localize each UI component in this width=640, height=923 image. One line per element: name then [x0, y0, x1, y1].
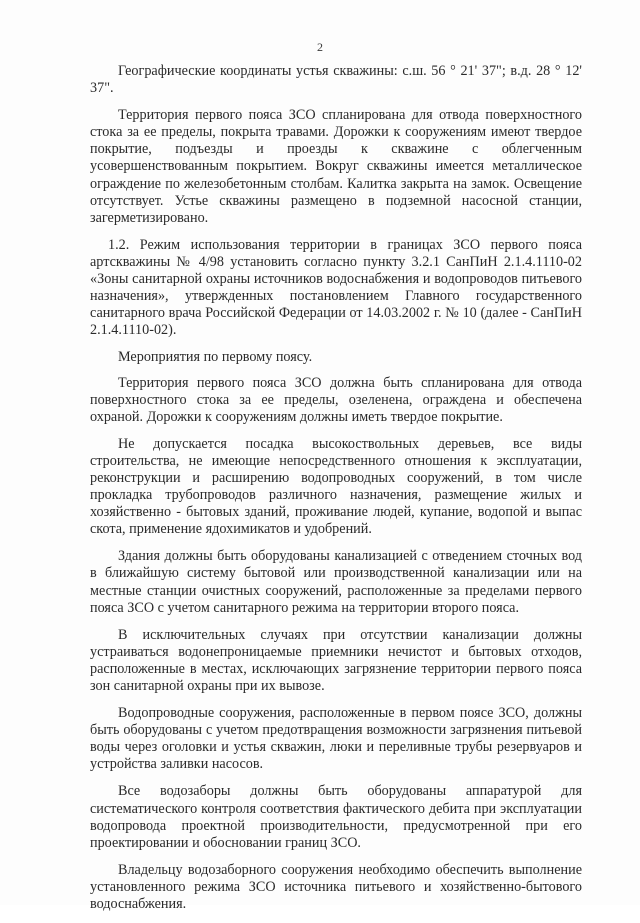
document-body [90, 63, 582, 923]
paragraph-usage-regime: 1.2. Режим использования территории в границах ЗСО первого пояса артскважины № 4/98 установить согласно пункту 3.2.1 СанПиН 2.1.4.1110-02 «Зоны санитарной охраны источников водоснабжения и водопроводов питьевого назначения», утвержденных постановлением Главного государственного санитарного врача Российской Федерации от 14.03.2002 г. № 10 (далее - СанПиН 2.1.4.1110-02). [90, 236, 582, 339]
paragraph-prohibitions: Не допускается посадка высокоствольных деревьев, все виды строительства, не имеющие непосредственного отношения к эксплуатации, реконструкции и расширению водопроводных сооружений, в том числе прокладка трубопроводов различного назначения, размещение жилых и хозяйственно - бытовых зданий, проживание людей, купание, водопой и выпас скота, применение ядохимикатов и удобрений. [90, 435, 582, 538]
paragraph-territory-description: Территория первого пояса ЗСО спланирована для отвода поверхностного стока за ее пределы, покрыта травами. Дорожки к сооружениям имеют твердое покрытие, подъезды и проезды к скважине с облегченным усовершенствованным покрытием. Вокруг скважины имеется металлическое ограждение по железобетонным столбам. Калитка закрыта на замок. Освещение отсутствует. Устье скважины размещено в подземной насосной станции, загерметизировано. [90, 107, 582, 226]
paragraph-owner-obligation: Владельцу водозаборного сооружения необходимо обеспечить выполнение установленного режима ЗСО источника питьевого и хозяйственно-бытового водоснабжения. [90, 861, 582, 913]
paragraph-water-structures: Водопроводные сооружения, расположенные в первом поясе ЗСО, должны быть оборудованы с учетом предотвращения возможности загрязнения питьевой воды через оголовки и устья скважин, люки и переливные трубы резервуаров и устройства заливки насосов. [90, 705, 582, 773]
paragraph-sewerage: Здания должны быть оборудованы канализацией с отведением сточных вод в ближайшую систему бытовой или производственной канализации или на местные станции очистных сооружений, расположенные за пределами первого пояса ЗСО с учетом санитарного режима на территории второго пояса. [90, 548, 582, 616]
paragraph-coordinates: Географические координаты устья скважины: с.ш. 56 ° 21' 37"; в.д. 28 ° 12' 37". [90, 63, 582, 97]
paragraph-territory-requirements: Территория первого пояса ЗСО должна быть спланирована для отвода поверхностного стока за ее пределы, озеленена, ограждена и обеспечена охраной. Дорожки к сооружениям должны иметь твердое покрытие. [90, 374, 582, 425]
paragraph-water-intakes: Все водозаборы должны быть оборудованы аппаратурой для систематического контроля соответствия фактического дебита при эксплуатации водопровода проектной производительности, предусмотренной при его проектировании и обосновании границ ЗСО. [90, 783, 582, 851]
page-number: 2 [317, 40, 323, 54]
paragraph-exceptional-cases: В исключительных случаях при отсутствии канализации должны устраиваться водонепроницаемые приемники нечистот и бытовых отходов, расположенные в местах, исключающих загрязнение территории первого пояса зон санитарной охраны при их вывозе. [90, 626, 582, 694]
paragraph-measures-heading: Мероприятия по первому поясу. [118, 349, 313, 366]
